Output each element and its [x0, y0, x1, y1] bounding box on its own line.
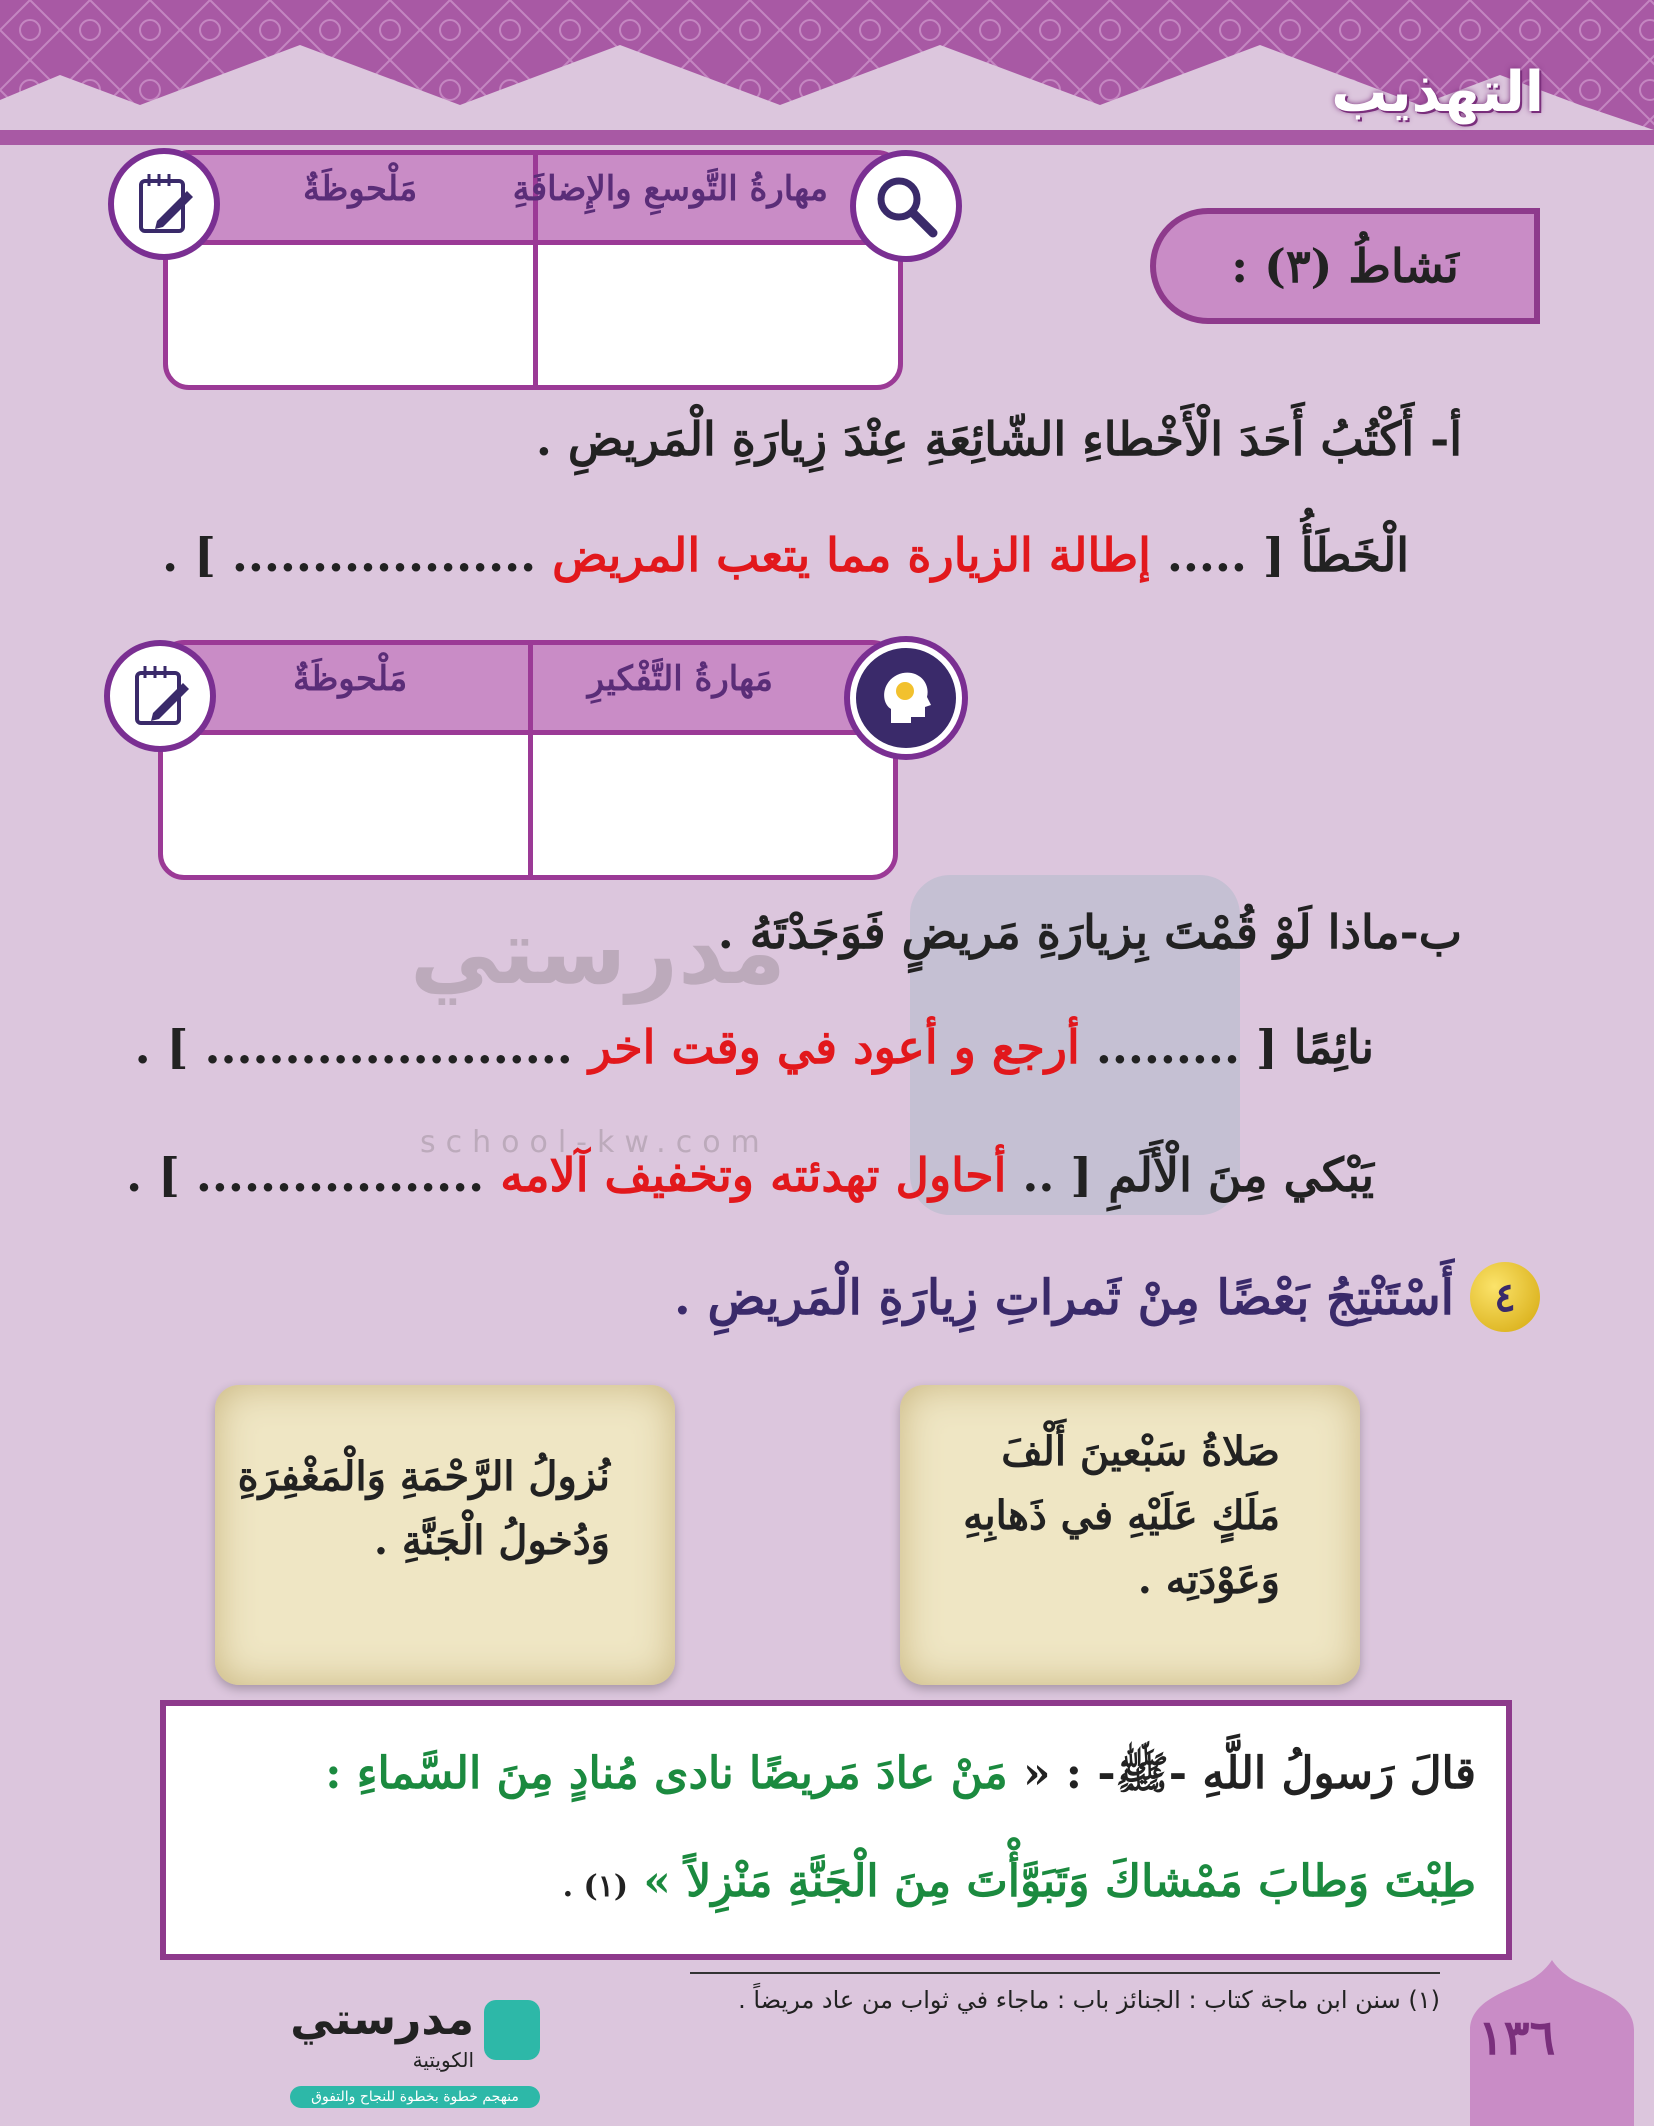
hadith-footnote-ref: (١) .: [562, 1869, 629, 1904]
logo-mark-icon: [484, 2000, 540, 2060]
note-label: مَلْحوظَةٌ: [303, 169, 418, 209]
scroll-right-text: [963, 1420, 1280, 1612]
mistake-line: [162, 528, 1409, 582]
case1-end: ] .: [134, 1020, 189, 1074]
logo-tagline: منهجم خطوة بخطوة للنجاح والتفوق: [290, 2086, 540, 2108]
dots: .......................: [204, 1020, 573, 1074]
dots: ..: [1022, 1148, 1055, 1202]
hadith-intro: قالَ رَسولُ اللَّهِ -ﷺ- : «: [1022, 1748, 1476, 1799]
page-number: ١٣٦: [1478, 2010, 1556, 2066]
case1-line: [135, 1020, 1374, 1074]
footnote-text: (١) سنن ابن ماجة كتاب : الجنائز باب : ماجاء في ثواب من عاد مريضاً .: [738, 1986, 1440, 2014]
hadith-box: [160, 1700, 1512, 1960]
page-title: التهذيب: [1331, 60, 1544, 125]
dots: .....: [1166, 528, 1247, 582]
scroll-line: وَدُخولُ الْجَنَّةِ .: [374, 1517, 610, 1564]
activity-tab: [1150, 208, 1540, 324]
hadith-quote-2: طِبْتَ وَطابَ مَمْشاكَ وَتَبَوَّأْتَ مِنَ الْجَنَّةِ مَنْزِلاً »: [643, 1856, 1476, 1907]
mistake-answer: إطالة الزيارة مما يتعب المريض: [552, 528, 1151, 582]
scroll-line: نُزولُ الرَّحْمَةِ وَالْمَغْفِرَةِ: [237, 1453, 610, 1500]
dots: ...................: [231, 528, 537, 582]
skill-table-thinking: [158, 640, 898, 880]
case2-label: يَبْكي مِنَ الْأَلَمِ [: [1070, 1148, 1374, 1202]
case2-end: ] .: [126, 1148, 180, 1202]
mistake-label: الْخَطَأُ [: [1262, 528, 1409, 582]
skill-label: مَهارةُ التَّفْكيرِ: [587, 659, 773, 699]
note-label: مَلْحوظَةٌ: [293, 659, 408, 699]
section-number-badge: ٤: [1470, 1262, 1540, 1332]
case2-answer: أحاول تهدئته وتخفيف آلامه: [500, 1148, 1007, 1202]
scroll-line: وَعَوْدَتِه .: [1137, 1556, 1280, 1603]
case1-label: نائِمًا [: [1255, 1020, 1374, 1074]
skill-table-expansion: [163, 150, 903, 390]
dots: ..................: [195, 1148, 485, 1202]
magnifier-icon: [850, 150, 962, 262]
logo-sub: الكويتية: [412, 2048, 474, 2072]
notepad-pencil-icon: [104, 640, 216, 752]
question-a: أ- أَكْتُبُ أَحَدَ الْأَخْطاءِ الشّائِعَةِ عِنْدَ زِيارَةِ الْمَريضِ .: [535, 412, 1462, 466]
head-lightbulb-icon: [850, 642, 962, 754]
table-divider: [528, 645, 533, 875]
scroll-line: صَلاةُ سَبْعينَ أَلْفَ: [1001, 1428, 1280, 1475]
footnote: [690, 1972, 1440, 2014]
page-header: [0, 0, 1654, 145]
question-b: ب-ماذا لَوْ قُمْتَ بِزيارَةِ مَريضٍ فَوَجَدْتَهُ .: [717, 905, 1462, 959]
mistake-end: ] .: [162, 528, 216, 582]
scroll-right: [900, 1385, 1360, 1685]
logo-brand: مدرستي: [290, 1994, 474, 2045]
dots: .........: [1095, 1020, 1240, 1074]
activity-label: نَشاطُ (٣) :: [1231, 239, 1459, 293]
hadith-quote-1: مَنْ عادَ مَريضًا نادى مُنادٍ مِنَ السَّماءِ :: [325, 1748, 1008, 1799]
site-logo: [280, 1994, 540, 2120]
section4-heading: أَسْتَنْتِجُ بَعْضًا مِنْ ثَمراتِ زِيارَةِ الْمَريضِ .: [674, 1270, 1454, 1326]
hadith-line-1: [325, 1746, 1476, 1810]
watermark-brand: مدرستي: [410, 900, 786, 1005]
case1-answer: أرجع و أعود في وقت اخر: [588, 1020, 1080, 1074]
scroll-left-text: [238, 1445, 610, 1573]
watermark-url: school-kw.com: [420, 1125, 770, 1160]
notepad-pencil-icon: [108, 148, 220, 260]
scroll-line: مَلَكٍ عَلَيْهِ في ذَهابِهِ: [963, 1492, 1280, 1539]
case2-line: [126, 1148, 1374, 1202]
skill-label: مهارةُ التَّوسعِ والإِضافَةِ: [512, 169, 828, 209]
hadith-line-2: [563, 1856, 1476, 1907]
scroll-left: [215, 1385, 675, 1685]
